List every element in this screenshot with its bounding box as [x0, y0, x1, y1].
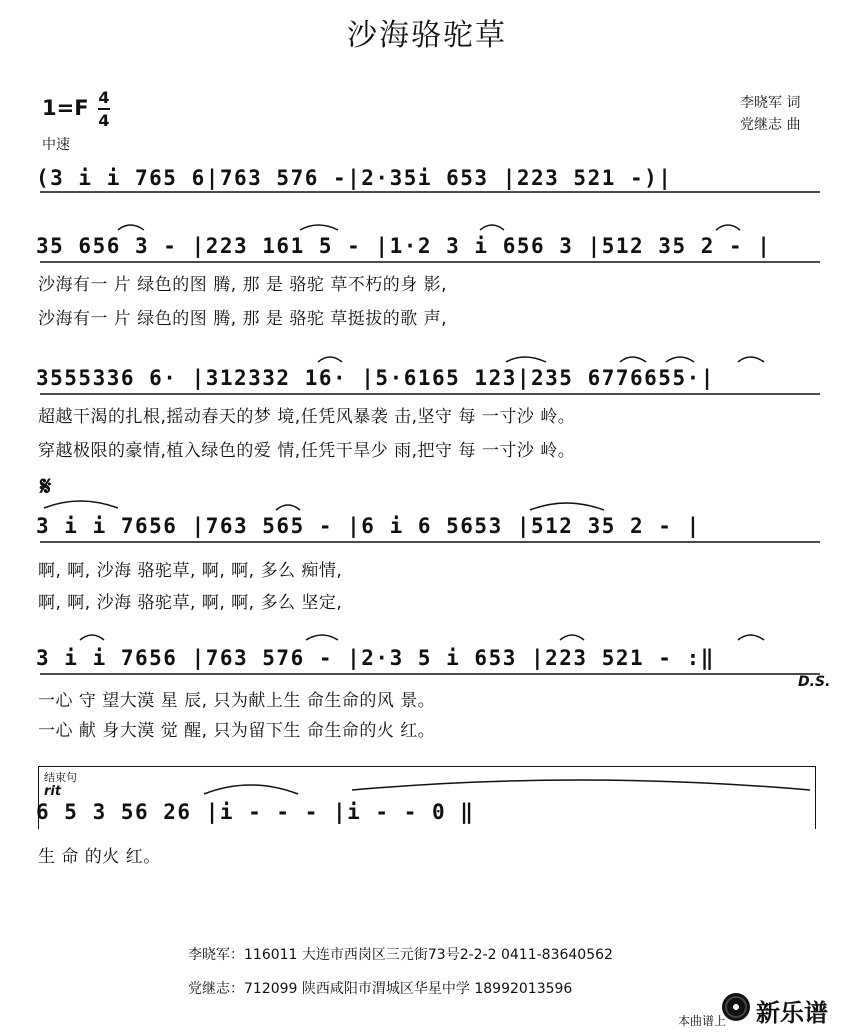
lyric-row-5-verse-2: 一心 献 身大漠 觉 醒, 只为留下生 命生命的火 红。: [38, 721, 436, 741]
segno-sign: 𝄋: [40, 472, 52, 502]
lyric-row-4-verse-2: 啊, 啊, 沙海 骆驼草, 啊, 啊, 多么 坚定,: [38, 593, 343, 613]
brand-logo-text[interactable]: 新乐谱: [756, 999, 828, 1027]
record-disc-icon: [722, 993, 750, 1021]
notation-row-3: 3555336 6· |312332 16· |5·6165 123|235 6776655·|: [36, 366, 715, 390]
lyric-row-5-verse-1: 一心 守 望大漠 星 辰, 只为献上生 命生命的风 景。: [38, 691, 436, 711]
time-signature-top: 4: [98, 88, 110, 107]
page-title: 沙海骆驼草: [347, 18, 507, 53]
lyricist-contact: 李晓军：116011 大连市西岗区三元街73号2-2-2 0411-83640562: [188, 947, 613, 963]
lyric-row-3-verse-1: 超越干渴的扎根,摇动春天的梦 境,任凭风暴袭 击,坚守 每 一寸沙 岭。: [38, 407, 576, 427]
notation-row-5: 3 i i 7656 |763 576 - |2·3 5 i 653 |223 521 - :‖: [36, 646, 715, 670]
time-signature-bottom: 4: [98, 111, 110, 130]
key-signature: 1=F: [42, 96, 89, 120]
composer-contact: 党继志：712099 陕西咸阳市渭城区华星中学 18992013596: [188, 981, 573, 997]
notation-row-6: 6 5 3 56 26 |i - - - |i - - 0 ‖: [36, 800, 475, 824]
lyric-row-6: 生 命 的火 红。: [38, 847, 161, 867]
ds-marking: D.S.: [798, 674, 831, 690]
notation-row-2: 35 656 3 - |223 161 5 - |1·2 3 i 656 3 |512 35 2 - |: [36, 234, 772, 258]
lyric-row-2-verse-2: 沙海有一 片 绿色的图 腾, 那 是 骆驼 草挺拔的歌 声,: [38, 309, 448, 329]
lyric-row-2-verse-1: 沙海有一 片 绿色的图 腾, 那 是 骆驼 草不朽的身 影,: [38, 275, 448, 295]
brand-tag: 本曲谱上: [678, 1014, 727, 1028]
lyricist-credit: 李晓军 词: [740, 95, 801, 111]
notation-row-1: (3 i i 765 6|763 576 -|2·35i 653 |223 521 -)|: [36, 166, 673, 190]
coda-label: 结束句: [44, 771, 77, 784]
composer-credit: 党继志 曲: [740, 117, 801, 133]
lyric-row-4-verse-1: 啊, 啊, 沙海 骆驼草, 啊, 啊, 多么 痴情,: [38, 561, 343, 581]
tempo-marking: 中速: [42, 137, 70, 153]
notation-row-4: 3 i i 7656 |763 565 - |6 i 6 5653 |512 35 2 - |: [36, 514, 701, 538]
lyric-row-3-verse-2: 穿越极限的豪情,植入绿色的爱 情,任凭干旱少 雨,把守 每 一寸沙 岭。: [38, 441, 576, 461]
ritardando-mark: rit: [44, 784, 62, 799]
